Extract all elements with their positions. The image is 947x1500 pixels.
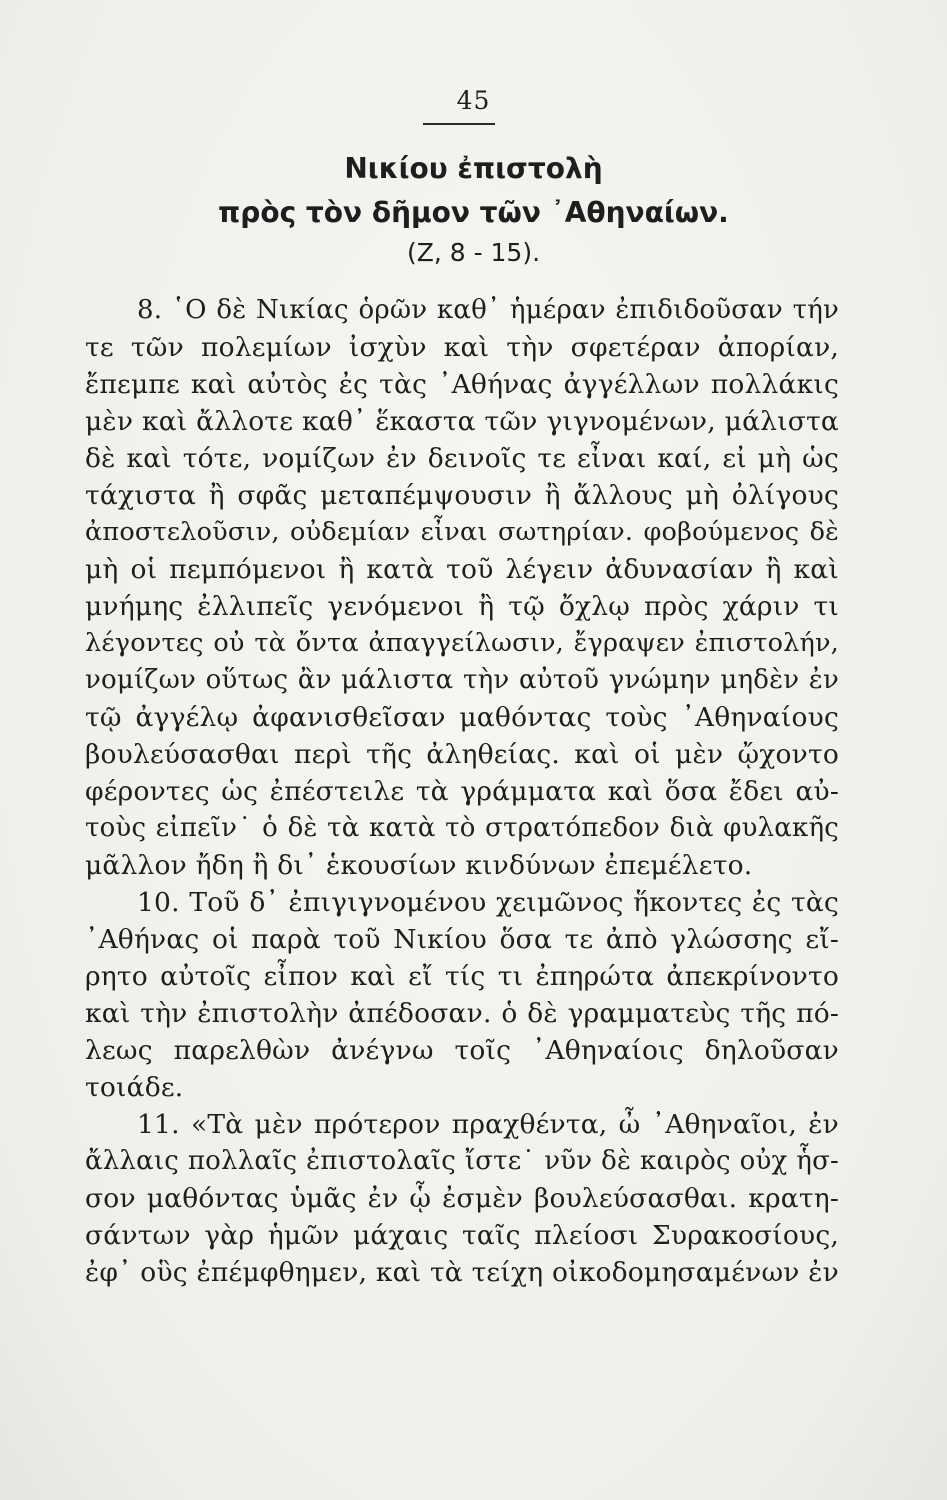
page-number: 45 xyxy=(456,86,491,115)
text-line: σον μαθόντας ὑμᾶς ἐν ᾧ ἐσμὲν βουλεύσασθαι. κρατη- xyxy=(85,1183,839,1214)
text-line: τάχιστα ἢ σφᾶς μεταπέμψουσιν ἢ ἄλλους μὴ ὀλίγους xyxy=(85,480,839,511)
text-line: λεως παρελθὼν ἀνέγνω τοῖς ᾽Αθηναίοις δηλοῦσαν xyxy=(85,1035,839,1066)
text-line: ᾽Αθήνας οἱ παρὰ τοῦ Νικίου ὅσα τε ἀπὸ γλώσσης εἴ- xyxy=(85,924,839,955)
text-line: 11. «Τὰ μὲν πρότερον πραχθέντα, ὦ ᾽Αθηναῖοι, ἐν xyxy=(137,1109,839,1140)
text-line: ἀποστελοῦσιν, οὐδεμίαν εἶναι σωτηρίαν. φοβούμενος δὲ xyxy=(85,517,839,547)
text-line: καὶ τὴν ἐπιστολὴν ἀπέδοσαν. ὁ δὲ γραμματεὺς τῆς πό- xyxy=(85,998,839,1029)
text-line: 8. ῾Ο δὲ Νικίας ὁρῶν καθ᾽ ἡμέραν ἐπιδιδοῦσαν τήν xyxy=(137,295,839,325)
text-line: φέροντες ὡς ἐπέστειλε τὰ γράμματα καὶ ὅσα ἔδει αὐ- xyxy=(85,776,839,807)
text-line: βουλεύσασθαι περὶ τῆς ἀληθείας. καὶ οἱ μὲν ᾤχοντο xyxy=(85,739,839,770)
text-line: δὲ καὶ τότε, νομίζων ἐν δεινοῖς τε εἶναι καί, εἰ μὴ ὡς xyxy=(85,443,839,474)
text-line: τοὺς εἰπεῖν˙ ὁ δὲ τὰ κατὰ τὸ στρατόπεδον διὰ φυλακῆς xyxy=(85,813,839,843)
text-line: ἄλλαις πολλαῖς ἐπιστολαῖς ἴστε˙ νῦν δὲ καιρὸς οὐχ ἧσ- xyxy=(85,1146,839,1176)
chapter-title: Νικίου ἐπιστολὴ xyxy=(344,152,603,185)
text-line: μὴ οἱ πεμπόμενοι ἢ κατὰ τοῦ λέγειν ἀδυνασίαν ἢ καὶ xyxy=(85,554,839,585)
text-line: τοιάδε. xyxy=(85,1072,184,1103)
chapter-subtitle: πρὸς τὸν δῆμον τῶν ᾽Αθηναίων. xyxy=(218,196,729,229)
text-line: ἐφ᾽ οὓς ἐπέμφθημεν, καὶ τὰ τείχη οἰκοδομησαμένων ἐν xyxy=(85,1257,839,1288)
text-line: μνήμης ἐλλιπεῖς γενόμενοι ἢ τῷ ὄχλῳ πρὸς χάριν τι xyxy=(85,591,839,622)
text-line: λέγοντες οὐ τὰ ὄντα ἀπαγγείλωσιν, ἔγραψεν ἐπιστολήν, xyxy=(85,628,839,658)
text-line: τε τῶν πολεμίων ἰσχὺν καὶ τὴν σφετέραν ἀπορίαν, xyxy=(85,332,839,363)
text-line: τῷ ἀγγέλῳ ἀφανισθεῖσαν μαθόντας τοὺς ᾽Αθηναίους xyxy=(85,702,839,733)
text-line: νομίζων οὕτως ἂν μάλιστα τὴν αὐτοῦ γνώμην μηδὲν ἐν xyxy=(85,665,839,695)
text-line: ρητο αὐτοῖς εἶπον καὶ εἴ τίς τι ἐπηρώτα ἀπεκρίνοντο xyxy=(85,961,839,992)
chapter-reference: (Ζ, 8 - 15). xyxy=(406,238,541,267)
text-line: μᾶλλον ἤδη ἢ δι᾽ ἑκουσίων κινδύνων ἐπεμέλετο. xyxy=(85,850,753,881)
page-number-rule xyxy=(423,123,495,125)
text-line: ἔπεμπε καὶ αὐτὸς ἐς τὰς ᾽Αθήνας ἀγγέλλων πολλάκις xyxy=(85,369,839,400)
body-text xyxy=(85,292,839,1291)
text-line: 10. Τοῦ δ᾽ ἐπιγιγνομένου χειμῶνος ἥκοντες ἐς τὰς xyxy=(137,887,839,918)
text-line: μὲν καὶ ἄλλοτε καθ᾽ ἕκαστα τῶν γιγνομένων, μάλιστα xyxy=(85,406,839,437)
text-line: σάντων γὰρ ἡμῶν μάχαις ταῖς πλείοσι Συρακοσίους, xyxy=(85,1220,839,1251)
